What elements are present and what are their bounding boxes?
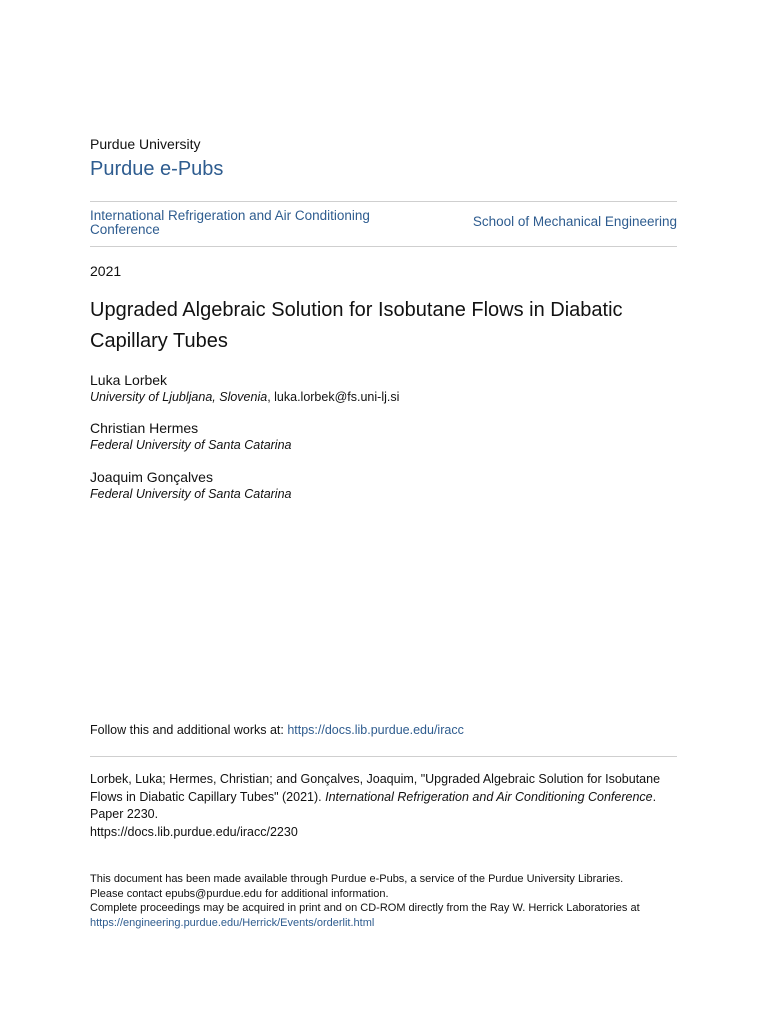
citation-venue: International Refrigeration and Air Conditioning Conference [325, 789, 653, 804]
divider-nav [90, 246, 677, 247]
school-link[interactable]: School of Mechanical Engineering [472, 214, 677, 229]
citation-url: https://docs.lib.purdue.edu/iracc/2230 [90, 824, 298, 839]
footer-line-3: Complete proceedings may be acquired in print and on CD-ROM directly from the Ray W. Herrick Laboratories at [90, 902, 640, 914]
publication-year: 2021 [90, 263, 122, 279]
cover-page [90, 0, 677, 1024]
follow-text: Follow this and additional works at: [90, 723, 288, 737]
affiliation-text: Federal University of Santa Catarina [90, 438, 292, 452]
citation-authors-title: Lorbek, Luka; Hermes, Christian; and Gonçalves, Joaquim, "Upgraded Algebraic Solution for Isobutane Flows in Diabatic Capillary Tubes" (2021). [90, 772, 661, 804]
herrick-order-link[interactable]: https://engineering.purdue.edu/Herrick/Events/orderlit.html [90, 916, 375, 929]
author-email: luka.lorbek@fs.uni-lj.si [274, 390, 400, 404]
footer-notice [90, 872, 677, 930]
institution-name: Purdue University [90, 136, 201, 152]
author-affiliation [90, 438, 291, 452]
author-name: Christian Hermes [90, 420, 199, 436]
citation-paper-number: Paper 2230. [90, 807, 159, 821]
footer-line-2: Please contact epubs@purdue.edu for additional information. [90, 887, 389, 900]
recommended-citation: Lorbek, Luka; Hermes, Christian; and Gonçalves, Joaquim, "Upgraded Algebraic Solution for Isobutane Flows in Diabatic Capillary Tubes" (2021). International Refrigeration and Air Conditioning Conference. Paper 2230. https://docs.lib.purdue.edu/iracc/2230 [90, 772, 661, 839]
paper-title: Upgraded Algebraic Solution for Isobutane Flows in Diabatic Capillary Tubes [90, 299, 623, 352]
affiliation-text: University of Ljubljana, Slovenia [90, 390, 268, 404]
author-affiliation: University of Ljubljana, Slovenia, luka.lorbek@fs.uni-lj.si [90, 390, 400, 404]
author-name: Luka Lorbek [90, 372, 168, 388]
follow-line [90, 723, 464, 737]
author-name: Joaquim Gonçalves [90, 469, 213, 485]
divider-citation [90, 756, 677, 757]
footer-line-1: This document has been made available through Purdue e-Pubs, a service of the Purdue University Libraries. [90, 873, 624, 885]
divider-top [90, 201, 677, 202]
conference-link[interactable]: International Refrigeration and Air Conditioning Conference [90, 208, 370, 237]
collection-link[interactable]: https://docs.lib.purdue.edu/iracc [287, 723, 464, 737]
author-affiliation [90, 487, 291, 501]
affiliation-text: Federal University of Santa Catarina [90, 487, 292, 501]
repository-link[interactable]: Purdue e-Pubs [90, 158, 224, 180]
